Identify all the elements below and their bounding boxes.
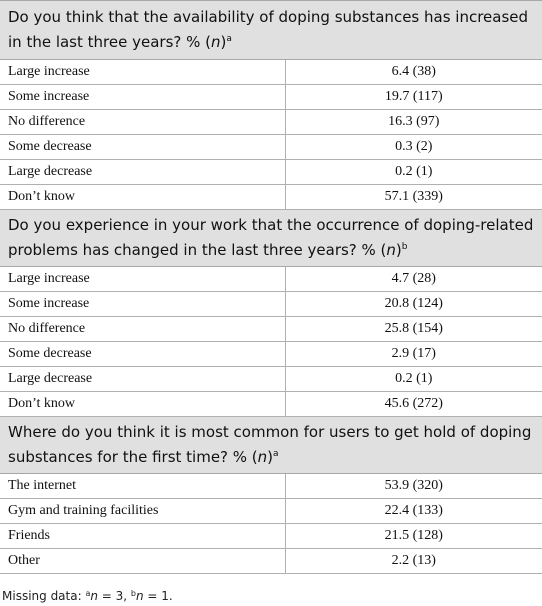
table-row bbox=[0, 499, 542, 524]
row-value: 0.3 (2) bbox=[285, 135, 542, 160]
footnote-var-a: n bbox=[90, 589, 98, 603]
question-header bbox=[0, 210, 542, 267]
row-value: 25.8 (154) bbox=[285, 317, 542, 342]
row-label: No difference bbox=[0, 110, 285, 135]
row-value: 16.3 (97) bbox=[285, 110, 542, 135]
table-row bbox=[0, 474, 542, 499]
footnote-sup-a: a bbox=[85, 589, 91, 598]
table-row bbox=[0, 367, 542, 392]
row-value: 6.4 (38) bbox=[285, 60, 542, 85]
section-problems bbox=[0, 210, 542, 417]
section-availability bbox=[0, 1, 542, 210]
question-close: ) bbox=[267, 448, 274, 466]
footnote-val-b: = 1. bbox=[143, 589, 173, 603]
question-row bbox=[0, 210, 542, 267]
row-label: Some decrease bbox=[0, 342, 285, 367]
row-label: Some decrease bbox=[0, 135, 285, 160]
footnote-missing-data bbox=[2, 589, 173, 603]
row-value: 2.9 (17) bbox=[285, 342, 542, 367]
row-value: 53.9 (320) bbox=[285, 474, 542, 499]
question-close: ) bbox=[395, 241, 402, 259]
row-label: Gym and training facilities bbox=[0, 499, 285, 524]
row-label: Don’t know bbox=[0, 392, 285, 417]
question-row bbox=[0, 1, 542, 60]
question-n: n bbox=[257, 448, 268, 466]
table-row bbox=[0, 524, 542, 549]
table-row bbox=[0, 342, 542, 367]
footnote-val-a: = 3, bbox=[97, 589, 131, 603]
row-label: The internet bbox=[0, 474, 285, 499]
row-value: 19.7 (117) bbox=[285, 85, 542, 110]
table-row bbox=[0, 185, 542, 210]
row-label: Large decrease bbox=[0, 160, 285, 185]
question-text: Do you experience in your work that the occurrence of doping-related problems has changed in the last three years? % ( bbox=[8, 216, 534, 259]
table-row bbox=[0, 549, 542, 574]
table-row bbox=[0, 85, 542, 110]
question-close: ) bbox=[220, 33, 227, 51]
table-row bbox=[0, 110, 542, 135]
row-value: 0.2 (1) bbox=[285, 160, 542, 185]
row-value: 20.8 (124) bbox=[285, 292, 542, 317]
table-row bbox=[0, 135, 542, 160]
question-n: n bbox=[386, 241, 396, 259]
row-value: 22.4 (133) bbox=[285, 499, 542, 524]
row-label: No difference bbox=[0, 317, 285, 342]
question-superscript: b bbox=[401, 242, 408, 252]
question-header bbox=[0, 1, 542, 60]
table-row bbox=[0, 60, 542, 85]
row-label: Large decrease bbox=[0, 367, 285, 392]
table-row bbox=[0, 317, 542, 342]
row-label: Other bbox=[0, 549, 285, 574]
question-superscript: a bbox=[226, 34, 232, 44]
footnote-var-b: n bbox=[136, 589, 144, 603]
row-label: Don’t know bbox=[0, 185, 285, 210]
question-text: Where do you think it is most common for users to get hold of doping substances for the first time? % ( bbox=[8, 423, 532, 466]
row-value: 45.6 (272) bbox=[285, 392, 542, 417]
footnote-sup-b: b bbox=[130, 589, 136, 598]
row-label: Some increase bbox=[0, 292, 285, 317]
question-text: Do you think that the availability of doping substances has increased in the last three years? % ( bbox=[8, 8, 529, 51]
row-value: 2.2 (13) bbox=[285, 549, 542, 574]
table-row bbox=[0, 392, 542, 417]
table-row bbox=[0, 267, 542, 292]
table-row bbox=[0, 160, 542, 185]
table-row bbox=[0, 292, 542, 317]
row-value: 21.5 (128) bbox=[285, 524, 542, 549]
row-label: Friends bbox=[0, 524, 285, 549]
row-label: Some increase bbox=[0, 85, 285, 110]
question-header bbox=[0, 417, 542, 474]
row-label: Large increase bbox=[0, 60, 285, 85]
question-n: n bbox=[210, 33, 221, 51]
row-value: 4.7 (28) bbox=[285, 267, 542, 292]
row-value: 0.2 (1) bbox=[285, 367, 542, 392]
footnote-prefix: Missing data: bbox=[2, 589, 86, 603]
section-first-source bbox=[0, 417, 542, 574]
row-label: Large increase bbox=[0, 267, 285, 292]
question-superscript: a bbox=[273, 449, 279, 459]
row-value: 57.1 (339) bbox=[285, 185, 542, 210]
question-row bbox=[0, 417, 542, 474]
